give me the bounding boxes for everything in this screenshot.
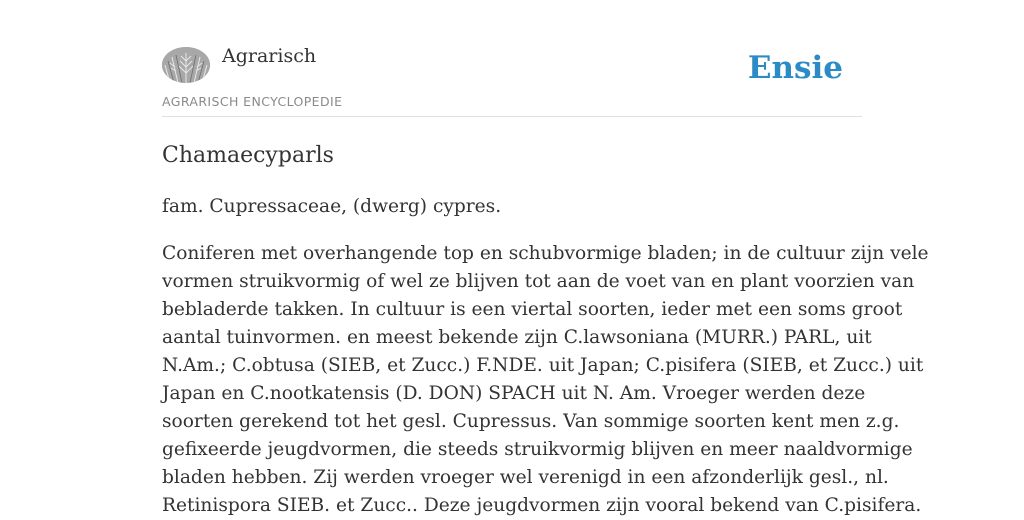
- body-line: aantal tuinvormen. en meest bekende zijn C.lawsoniana (MURR.) PARL, uit: [162, 327, 872, 348]
- body-line: bebladerde takken. In cultuur is een viertal soorten, ieder met een soms groot: [162, 299, 903, 320]
- body-line: Retinispora SIEB. et Zucc.. Deze jeugdvormen zijn vooral bekend van C.pisifera.: [162, 495, 922, 516]
- body-line: N.Am.; C.obtusa (SIEB, et Zucc.) F.NDE. uit Japan; C.pisifera (SIEB, et Zucc.) uit: [162, 355, 924, 376]
- article-body: [162, 240, 929, 520]
- body-line: soorten gerekend tot het gesl. Cupressus. Van sommige soorten kent men z.g.: [162, 411, 900, 432]
- body-line: gefixeerde jeugdvormen, die steeds struikvormig blijven en meer naaldvormige: [162, 439, 913, 460]
- body-line: bladen hebben. Zij werden vroeger wel verenigd in een afzonderlijk gesl., nl.: [162, 467, 889, 488]
- site-name[interactable]: Agrarisch: [222, 45, 317, 67]
- ensie-logo-link[interactable]: Ensie: [747, 50, 843, 86]
- body-line: Japan en C.nootkatensis (D. DON) SPACH uit N. Am. Vroeger werden deze: [162, 383, 866, 404]
- body-line: Coniferen met overhangende top en schubvormige bladen; in de cultuur zijn vele: [162, 243, 929, 264]
- site-header: [162, 0, 862, 117]
- article-title: Chamaecyparls: [162, 143, 334, 168]
- wheat-icon[interactable]: [162, 47, 210, 83]
- article-intro: fam. Cupressaceae, (dwerg) cypres.: [162, 196, 502, 217]
- body-line: vormen struikvormig of wel ze blijven tot aan de voet van en plant voorzien van: [162, 271, 915, 292]
- page: [162, 0, 929, 520]
- site-subtitle: AGRARISCH ENCYCLOPEDIE: [162, 94, 343, 109]
